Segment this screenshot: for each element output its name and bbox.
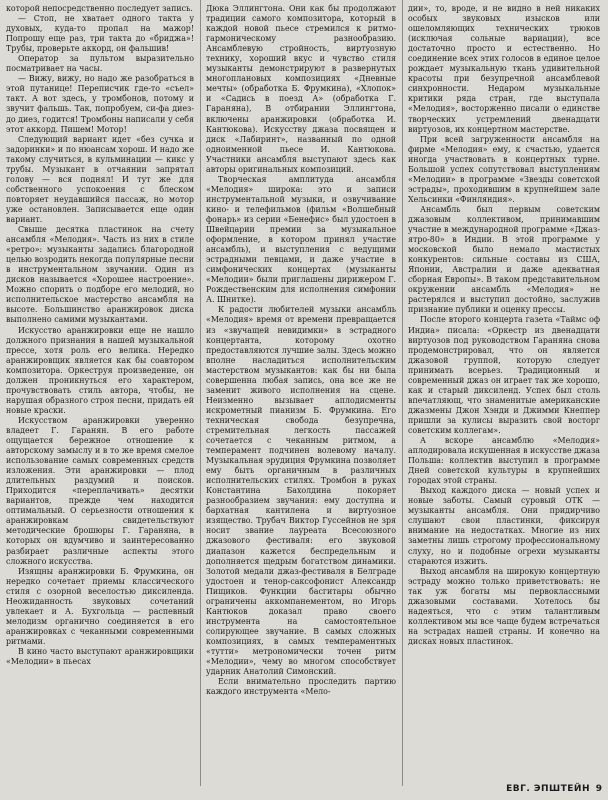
article-paragraph: Искусство аранжировки еще не нашло должного признания в нашей музыкальной прессе, хотя роль его велика. Нередко аранжировщик является как бы соавтором композитора. Оркеструя произведение, он должен проникнуться его характером, прочувствовать стиль автора, чтобы, не нарушая образного строя песни, придать ей новые краски. [6,325,194,415]
article-paragraph: В кино часто выступают аранжировщики «Мелодии» в пьесах [6,647,194,667]
article-paragraph: Оператор за пультом выразительно посматривает на часы. [6,54,194,74]
article-paragraph: А вскоре ансамблю «Мелодия» аплодировала искушенная в искусстве джаза Польша: коллектив выступил в программе Дней советской культуры в крупнейших городах этой страны. [408,436,600,486]
article-paragraph: Искусством аранжировки уверенно владеет Г. Гаранян. В его работе ощущается бережное отношение к авторскому замыслу и в то же время смелое использование самых современных средств изложения. Эти аранжировки — плод длительных раздумий и поисков. Приходится «переплачивать» десятки вариантов, прежде чем находится оптимальный. О серьезности отношения к аранжировкам свидетельствуют методические брошюры Г. Гараняна, в которых он вдумчиво и заинтересованно разбирает различные аспекты этого сложного искусства. [6,415,194,566]
article-paragraph: Дюка Эллингтона. Они как бы продолжают традиции самого композитора, который в каждой новой пьесе стремился к ритмо-гармоническому разнообразию. Ансамблевую стройность, виртуозную технику, хороший вкус и чувство стиля музыканты демонстрируют в развернутых многоплановых композициях «Дневные мечты» (обработка Б. Фрумкина), «Хлопок» и «Садись в поезд А» (обработка Г. Гараняна), В отбирании Эллингтона, включены аранжировки (обработка И. Кантюкова). Искусству джаза посвящен и диск «Лабиринт», названный по одной одноименной пьесе И. Кантюкова. Участники ансамбля выступают здесь как авторы оригинальных композиций. [206,4,396,174]
article-paragraph: Выход каждого диска — новый успех и новые заботы. Самый суровый ОТК — музыканты ансамбля. Они придирчиво слушают свои пластинки, фиксируя внимание на недостатках. Многие из них заметны лишь строгому профессиональному слуху, но и подобные огрехи музыканты стараются изжить. [408,486,600,566]
article-column-2 [206,4,396,780]
article-paragraph: Свыше десятка пластинок на счету ансамбля «Мелодия». Часть из них в стиле «ретро»: музыканты задались благородной целью возродить некогда популярные песни в инструментальном звучании. Один из дисков называется «Хорошее настроение». Можно спорить о подборе его мелодий, но исполнительское мастерство ансамбля на высоте. Большинство аранжировок диска выполнено самими музыкантами. [6,225,194,325]
article-paragraph: Следующий вариант идет «без сучка и задоринки» и по нюансам хорош. И надо же такому случиться, в кульминации — кикс у трубы. Музыкант в отчаянии запрятал голову — вся поднял! И тут же для собственного успокоения с блеском повторяет неудавшийся пассаж, но мотор уже остановлен. Записывается еще один вариант. [6,134,194,224]
article-paragraph: При всей загруженности ансамбля на фирме «Мелодия» ему, к счастью, удается иногда участвовать в концертных турне. Большой успех сопутствовал выступлениям «Мелодии» в программе «Звезды советской эстрады», проходившим в крупнейшем зале Хельсинки «Финляндия». [408,134,600,204]
article-paragraph: Творческая амплитуда ансамбля «Мелодия» широка: это и записи инструментальной музыки, и озвучивание кино- и телефильмов (фильм «Волшебный фонарь» из серии «Бенефис» был удостоен в Швейцарии премии за музыкальное оформление, в котором принял участие ансамбль), и выступления с ведущими эстрадными певцами, и даже участие в симфонических концертах (музыканты «Мелодии» были приглашены дирижером Г. Рождественским для исполнения симфонии А. Шнитке). [206,174,396,305]
article-paragraph: Если внимательно проследить партию каждого инструмента «Мело- [206,677,396,697]
page-number: 9 [595,784,602,794]
article-paragraph: дии», то, вроде, и не видно в ней никаких особых звуковых изысков или ошеломляющих технических трюков (исключая сольные вариации), все достаточно просто и естественно. Но соединение всех этих голосов в единое целое рождает музыкальную ткань удивительной красоты при безупречной ансамблевой синхронности. Недаром музыкальные критики ряда стран, где выступала «Мелодия», восторженно писали о единстве творческих устремлений двенадцати виртуозов, их концертном мастерстве. [408,4,600,134]
article-paragraph: Ансамбль был первым советским джазовым коллективом, принимавшим участие в международной программе «Джаз-ятро-80» в Индии. В этой программе у московской было немало мастистых конкурентов: сильные составы из США, Японии, Австралии и даже адекватная сборная Европы». В таком представительном окружении ансамбль «Мелодия» не растерялся и выступил достойно, заслужив признание публики и оценку прессы. [408,204,600,315]
article-paragraph: — Стоп, не хватает одного такта у духовых, куда-то пропал на мажор! Попрошу еще раз, три такта до «бриджа»! Трубы, проверьте аккорд, он фальшив! [6,14,194,54]
article-column-1 [6,4,194,780]
article-paragraph: — Вижу, вижу, но надо же разобраться в этой путанице! Переписчик где-то «съел» такт. А вот здесь, у тромбонов, потому и звучит фальшь. Так, попробуем, си-фа диез-до диез, годится! Тромбоны написали у себя этот аккорд. Пишем! Мотор! [6,74,194,134]
article-paragraph: К радости любителей музыки ансамбль «Мелодия» время от времени превращается из «звучащей невидимки» в эстрадного концертанта, которому охотно предоставляются лучшие залы. Здесь можно вполне насладиться исполнительским мастерством музыкантов: как бы ни была совершенна любая запись, она все же не заменит живого исполнения на сцене. Неизменно вызывает аплодисменты искрометный пианизм Б. Фрумкина. Его техническая свобода безупречна, стремительная легкость пассажей сочетается с чеканным ритмом, а темперамент подчинен волевому началу. Музыкальная эрудиция Фрумкина позволяет ему быть органичным в различных исполнительских стилях. Тромбон в руках Константина Бахолдина покоряет разнообразием звучания: ему доступна и бархатная кантилена и виртуозное изящество. Трубач Виктор Гуссейнов не зря носит звание лауреата Всесоюзного джазового фестиваля: его звуковой диапазон кажется беспредельным и дополняется щедрым богатством динамики. Золотой медали джаз-фестиваля в Белграде удостоен и тенор-саксофонист Александр Пищиков. Функции басгитары обычно ограничены аккомпанементом, но Игорь Кантюков доказал право своего инструмента на самостоятельное солирующее звучание. В самых сложных композициях, в самых темпераментных «тутти» метрономически точен ритм «Мелодии», чему во многом способствует ударник Анатолий Симонский. [206,305,396,677]
article-paragraph: После второго концерта газета «Таймс оф Индиа» писала: «Оркестр из двенадцати виртуозов под руководством Гараняна снова продемонстрировал, что он является джазовой группой, которую следует принимать всерьез. Традиционный и современный джаз он играет так же хорошо, как и старый диксиленд. Успех был столь впечатляющ, что знаменитые американские джазмены Джон Хэнди и Джимми Кнеппер пришли за кулисы выразить свой восторг советским коллегам». [408,315,600,435]
article-paragraph: которой непосредственно последует запись. [6,4,193,13]
article-paragraph: Выход ансамбля на широкую концертную эстраду можно только приветствовать: не так уж богаты мы первоклассными джазовыми составами. Хотелось бы надеяться, что с этим талантливым коллективом мы все чаще будем встречаться на эстрадах нашей страны. И конечно на дисках новых пластинок. [408,566,600,646]
column-divider [402,0,403,786]
author-byline: ЕВГ. ЭПШТЕЙН [506,784,590,794]
article-column-3 [408,4,600,780]
article-paragraph: Изящны аранжировки Б. Фрумкина, он нередко сочетает приемы классического стиля с озорной веселостью диксиленда. Неожиданность звуковых сочетаний увлекает и А. Бухгольца — рaспевный мелодизм органично соединяется в его аранжировках с чеканными современными ритмами. [6,566,194,646]
column-divider [200,0,201,786]
